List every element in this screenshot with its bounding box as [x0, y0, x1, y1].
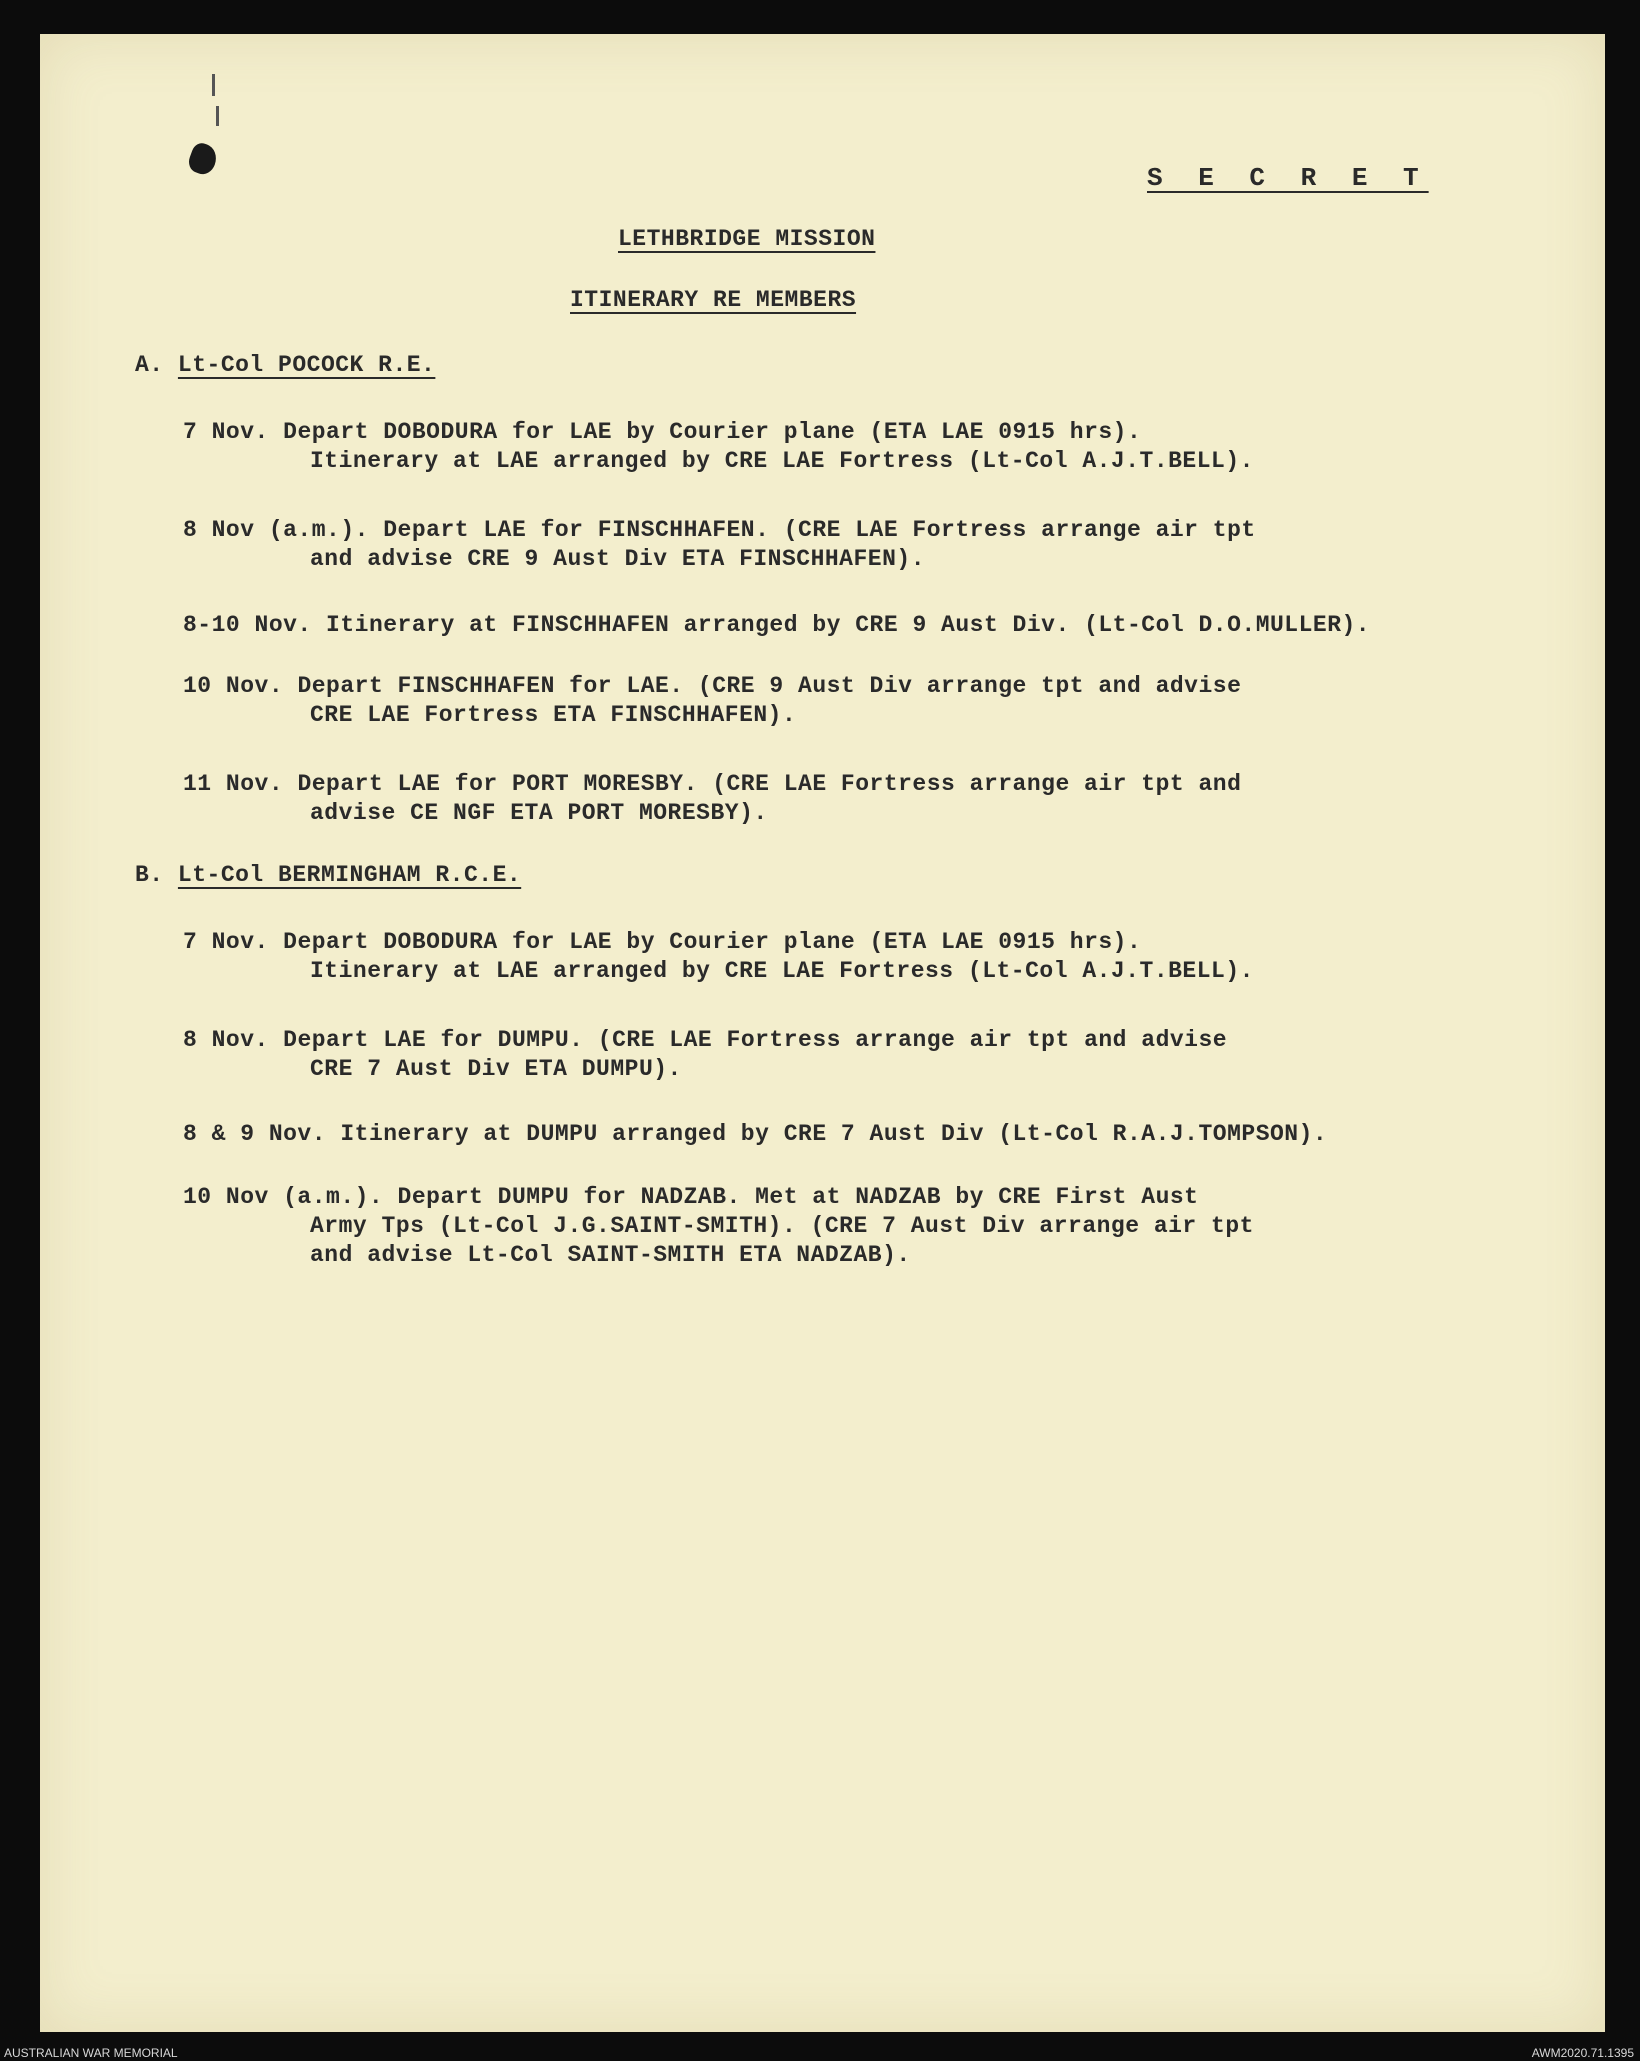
entry-text: Itinerary at LAE arranged by CRE LAE Fortress (Lt-Col A.J.T.BELL).	[310, 958, 1254, 984]
entry-text: Itinerary at LAE arranged by CRE LAE Fortress (Lt-Col A.J.T.BELL).	[310, 448, 1254, 474]
entry-text: Depart LAE for DUMPU. (CRE LAE Fortress arrange air tpt and advise	[283, 1027, 1228, 1053]
punch-hole-mark	[186, 140, 221, 177]
itinerary-entry	[183, 1026, 1543, 1084]
entry-text: Itinerary at DUMPU arranged by CRE 7 Aust Div (Lt-Col R.A.J.TOMPSON).	[340, 1121, 1328, 1147]
entry-date: 10 Nov.	[183, 673, 284, 699]
itinerary-entry	[183, 928, 1543, 986]
entry-text: Depart DOBODURA for LAE by Courier plane (ETA LAE 0915 hrs).	[283, 929, 1142, 955]
section-a-heading	[135, 352, 435, 378]
entry-date: 8 Nov.	[183, 1027, 269, 1053]
entry-date: 8 & 9 Nov.	[183, 1121, 327, 1147]
itinerary-entry	[183, 418, 1543, 476]
entry-text: Depart FINSCHHAFEN for LAE. (CRE 9 Aust Div arrange tpt and advise	[297, 673, 1242, 699]
entry-text: Depart LAE for FINSCHHAFEN. (CRE LAE Fortress arrange air tpt	[383, 517, 1256, 543]
itinerary-entry	[183, 672, 1543, 730]
entry-text: advise CE NGF ETA PORT MORESBY).	[310, 800, 768, 826]
section-letter: A.	[135, 352, 164, 378]
itinerary-entry	[183, 611, 1543, 640]
document-subtitle: ITINERARY RE MEMBERS	[570, 287, 857, 313]
entry-text: Depart DUMPU for NADZAB. Met at NADZAB by CRE First Aust	[397, 1184, 1199, 1210]
pencil-mark	[212, 74, 215, 96]
entry-date: 7 Nov.	[183, 419, 269, 445]
archive-credit: AUSTRALIAN WAR MEMORIAL	[4, 2046, 178, 2060]
entry-text: CRE 7 Aust Div ETA DUMPU).	[310, 1056, 682, 1082]
entry-text: Army Tps (Lt-Col J.G.SAINT-SMITH). (CRE 7 Aust Div arrange air tpt	[310, 1213, 1254, 1239]
entry-date: 11 Nov.	[183, 771, 284, 797]
entry-text: Depart DOBODURA for LAE by Courier plane (ETA LAE 0915 hrs).	[283, 419, 1142, 445]
itinerary-entry	[183, 1183, 1543, 1270]
itinerary-entry	[183, 1120, 1543, 1149]
section-b-heading	[135, 862, 521, 888]
pencil-mark	[216, 106, 219, 126]
entry-text: Depart LAE for PORT MORESBY. (CRE LAE Fortress arrange air tpt and	[297, 771, 1242, 797]
entry-text: and advise CRE 9 Aust Div ETA FINSCHHAFEN).	[310, 546, 925, 572]
entry-date: 7 Nov.	[183, 929, 269, 955]
classification-label: S E C R E T	[1147, 163, 1429, 193]
entry-date: 8-10 Nov.	[183, 612, 312, 638]
entry-date: 10 Nov (a.m.).	[183, 1184, 384, 1210]
entry-text: Itinerary at FINSCHHAFEN arranged by CRE 9 Aust Div. (Lt-Col D.O.MULLER).	[326, 612, 1371, 638]
entry-text: and advise Lt-Col SAINT-SMITH ETA NADZAB).	[310, 1242, 911, 1268]
archive-reference: AWM2020.71.1395	[1531, 2046, 1634, 2060]
itinerary-entry	[183, 516, 1543, 574]
section-name: Lt-Col POCOCK R.E.	[177, 352, 436, 378]
document-title: LETHBRIDGE MISSION	[618, 226, 876, 252]
section-name: Lt-Col BERMINGHAM R.C.E.	[177, 862, 522, 888]
entry-text: CRE LAE Fortress ETA FINSCHHAFEN).	[310, 702, 797, 728]
section-letter: B.	[135, 862, 164, 888]
itinerary-entry	[183, 770, 1543, 828]
entry-date: 8 Nov (a.m.).	[183, 517, 369, 543]
